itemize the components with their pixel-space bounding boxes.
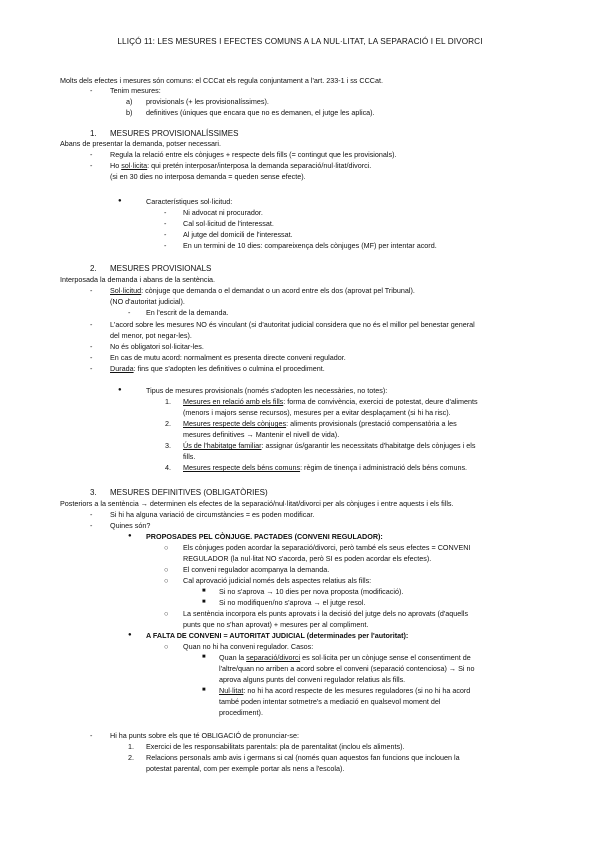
list-item: Exercici de les responsabilitats parentals: pla de parentalitat (inclou els aliments). (146, 742, 405, 751)
page-title: LLIÇÓ 11: LES MESURES I EFECTES COMUNS A LA NUL·LITAT, LA SEPARACIÓ I EL DIVORCI (117, 37, 483, 46)
bullet-dash: - (90, 286, 93, 295)
bullet-circle: ○ (164, 642, 169, 651)
list-item: Sol·licitud: cònjuge que demanda o el demandat o un acord entre els dos (aprovat pel Tribunal). (110, 286, 415, 295)
bullet-square: ■ (202, 687, 206, 693)
list-item-cont: fills. (183, 452, 196, 461)
list-number: 4. (165, 463, 171, 472)
bullet-dot: ● (128, 632, 132, 638)
list-marker: a) (126, 97, 133, 106)
section-lead: Abans de presentar la demanda, potser necessari. (60, 139, 222, 148)
list-item-cont: també poden intentar sotmetre's a mediació en qualsevol moment del (219, 697, 441, 706)
list-item-cont: aprova alguns punts del conveni regulador relatius als fills. (219, 675, 406, 684)
bullet-dash: - (90, 320, 93, 329)
bullet-dash: - (90, 161, 93, 170)
list-item: Hi ha punts sobre els que té OBLIGACIÓ de pronunciar-se: (110, 731, 299, 740)
bullet-dash: - (164, 241, 167, 250)
list-item-cont: potestat parental, com per exemple portar als nens a l'escola). (146, 764, 345, 773)
list-item: Si no modifiquen/no s'aprova → el jutge resol. (219, 598, 366, 607)
bullet-dash: - (128, 308, 131, 317)
list-item: Mesures respecte dels cònjuges: aliments provisionals (prestació compensatòria a les (183, 419, 457, 428)
list-item-note: (NO d'autoritat judicial). (110, 297, 185, 306)
bullet-dash: - (90, 86, 93, 95)
list-number: 1. (128, 742, 134, 751)
section-number: 2. (90, 264, 97, 273)
list-item: Durada: fins que s'adopten les definitives o culmina el procediment. (110, 364, 325, 373)
list-item: Regula la relació entre els cònjuges + respecte dels fills (= contingut que les provisionals). (110, 150, 397, 159)
list-item: Mesures respecte dels béns comuns: règim de tinença i administració dels béns comuns. (183, 463, 468, 472)
bullet-dash: - (90, 342, 93, 351)
list-item: Cal aprovació judicial només dels aspectes relatius als fills: (183, 576, 372, 585)
sublist-title: Característiques sol·licitud: (146, 197, 233, 206)
list-item: Ho sol·licita: qui pretén interposar/interposa la demanda separació/nul·litat/divorci. (110, 161, 372, 170)
bullet-dash: - (90, 510, 93, 519)
list-item: Al jutge del domicili de l'interessat. (183, 230, 293, 239)
list-item-cont: del menor, pot negar-les). (110, 331, 192, 340)
section-number: 3. (90, 488, 97, 497)
list-item-a: provisionals (+ les provisionalíssimes). (146, 97, 269, 106)
section-lead: Interposada la demanda i abans de la sentència. (60, 275, 216, 284)
bullet-dot: ● (118, 387, 122, 393)
list-item: Ús de l'habitatge familiar: assignar ús/garantir les necessitats d'habitatge dels cònjuges i els (183, 441, 476, 450)
subsection-title: PROPOSADES PEL CÒNJUGE. PACTADES (CONVENI REGULADOR): (146, 532, 383, 541)
intro-list-label: Tenim mesures: (110, 86, 161, 95)
bullet-dash: - (90, 731, 93, 740)
list-item: Si hi ha alguna variació de circumstàncies = es poden modificar. (110, 510, 315, 519)
bullet-dash: - (164, 230, 167, 239)
list-number: 2. (165, 419, 171, 428)
bullet-square: ■ (202, 588, 206, 594)
list-item-cont: procediment). (219, 708, 263, 717)
bullet-dash: - (90, 150, 93, 159)
bullet-dot: ● (118, 198, 122, 204)
list-item-cont: REGULADOR (la nul·litat NO s'acorda, però SI es poden acordar els efectes). (183, 554, 432, 563)
bullet-circle: ○ (164, 609, 169, 618)
bullet-dash: - (90, 364, 93, 373)
list-item: En l'escrit de la demanda. (146, 308, 229, 317)
list-item: Mesures en relació amb els fills: forma de convivència, exercici de potestat, deure d'aliments (183, 397, 478, 406)
list-item-cont: (menors i majors sense recursos), mesures per a evitar desplaçament (si hi ha risc). (183, 408, 451, 417)
list-item: En un termini de 10 dies: compareixença dels cònjuges (MF) per intentar acord. (183, 241, 437, 250)
list-item-cont: mesures definitives → Mantenir el nivell de vida). (183, 430, 340, 439)
list-item-cont: punts que no s'han aprovat) + mesures per al compliment. (183, 620, 369, 629)
list-item: L'acord sobre les mesures NO és vinculant (si d'autoritat judicial considera que no és el millor pel benestar general (110, 320, 475, 329)
list-item: Ni advocat ni procurador. (183, 208, 263, 217)
bullet-circle: ○ (164, 543, 169, 552)
subsection-title: A FALTA DE CONVENI = AUTORITAT JUDICIAL (determinades per l'autoritat): (146, 631, 409, 640)
list-item-note: (si en 30 dies no interposa demanda = queden sense efecte). (110, 172, 306, 181)
section-heading: MESURES DEFINITIVES (OBLIGATÒRIES) (110, 488, 268, 497)
bullet-dash: - (164, 208, 167, 217)
section-heading: MESURES PROVISIONALÍSSIMES (110, 129, 239, 138)
list-item: Nul·litat: no hi ha acord respecte de les mesures reguladores (si no hi ha acord (219, 686, 471, 695)
list-item: Quan la separació/divorci es sol·licita per un cònjuge sense el consentiment de (219, 653, 471, 662)
list-item-cont: l'altre/quan no arriben a acord sobre el conveni (separació contenciosa) → Si no (219, 664, 475, 673)
bullet-dash: - (90, 521, 93, 530)
bullet-square: ■ (202, 654, 206, 660)
intro-paragraph: Molts dels efectes i mesures són comuns: el CCCat els regula conjuntament a l'art. 233-1 i ss CCCat. (60, 76, 383, 85)
sublist-title: Tipus de mesures provisionals (només s'adopten les necessàries, no totes): (146, 386, 388, 395)
list-item: Cal sol·licitud de l'interessat. (183, 219, 274, 228)
section-heading: MESURES PROVISIONALS (110, 264, 212, 273)
list-item: En cas de mutu acord: normalment es presenta directe conveni regulador. (110, 353, 346, 362)
bullet-dash: - (90, 353, 93, 362)
bullet-dash: - (164, 219, 167, 228)
list-item: Quan no hi ha conveni regulador. Casos: (183, 642, 314, 651)
list-number: 3. (165, 441, 171, 450)
bullet-square: ■ (202, 599, 206, 605)
section-lead: Posteriors a la sentència → determinen els efectes de la separació/nul·litat/divorci per als cònjuges i entre aquests i els fills. (60, 499, 454, 508)
bullet-circle: ○ (164, 565, 169, 574)
list-item: Si no s'aprova → 10 dies per nova proposta (modificació). (219, 587, 404, 596)
bullet-circle: ○ (164, 576, 169, 585)
bullet-dot: ● (128, 533, 132, 539)
list-item: Quines són? (110, 521, 151, 530)
list-marker: b) (126, 108, 133, 117)
list-item: La sentència incorpora els punts aprovats i la decisió del jutge dels no aprovats (d'aquells (183, 609, 469, 618)
section-number: 1. (90, 129, 97, 138)
list-item: Els cònjuges poden acordar la separació/divorci, però també els seus efectes = CONVENI (183, 543, 471, 552)
list-item: Relacions personals amb avis i germans si cal (només quan aquestos fan funcions que inclouen la (146, 753, 460, 762)
list-item: No és obligatori sol·licitar-les. (110, 342, 204, 351)
list-item-b: definitives (úniques que encara que no es demanen, el jutge les aplica). (146, 108, 375, 117)
list-item: El conveni regulador acompanya la demanda. (183, 565, 330, 574)
list-number: 2. (128, 753, 134, 762)
list-number: 1. (165, 397, 171, 406)
